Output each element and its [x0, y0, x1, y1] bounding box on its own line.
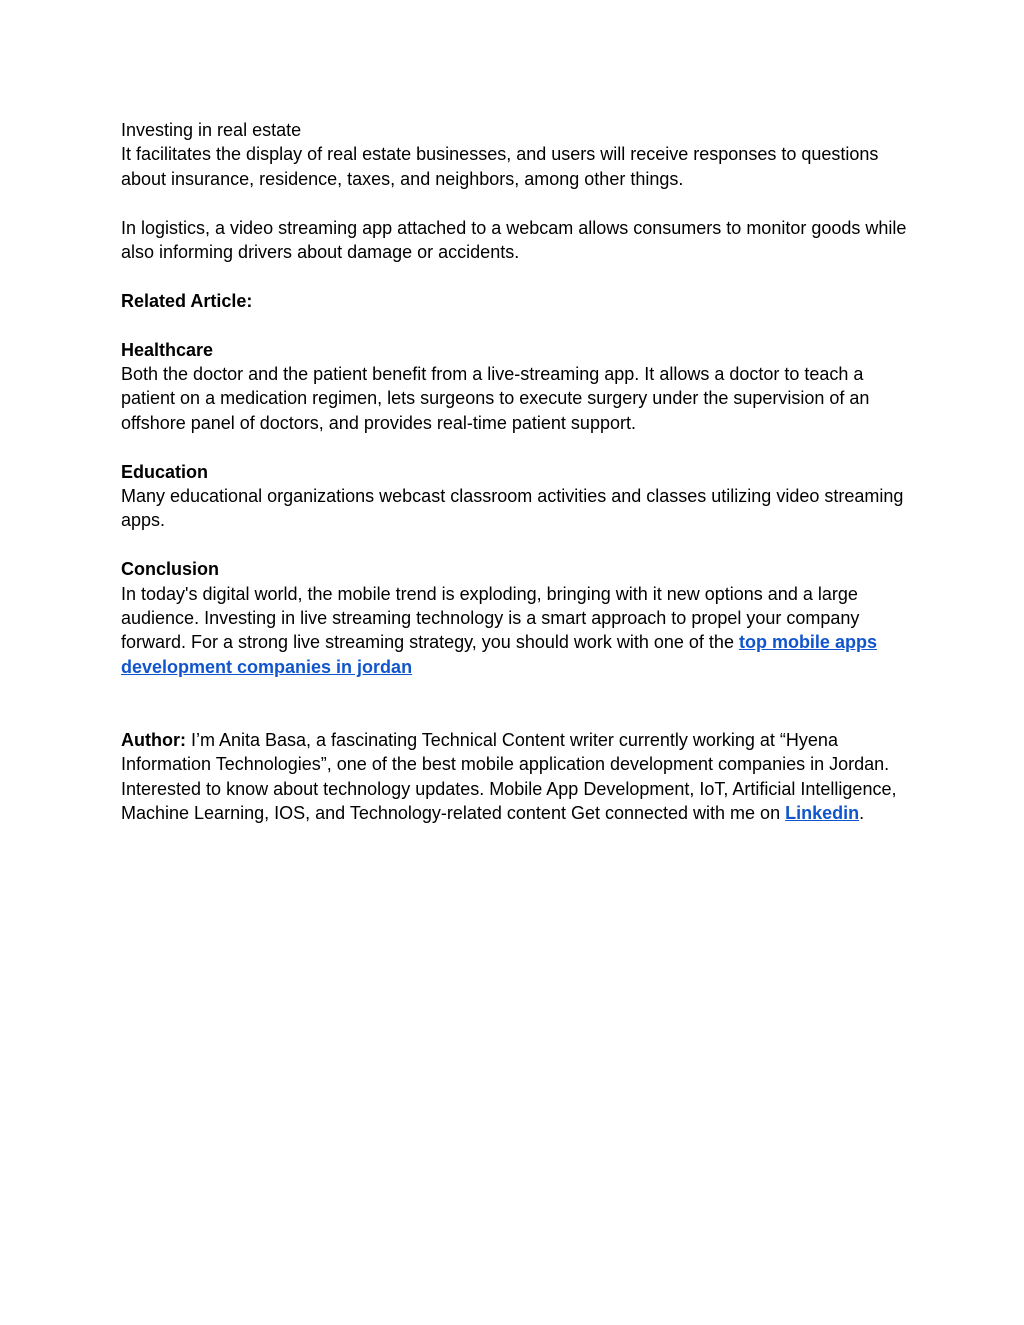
spacer — [121, 264, 911, 288]
author-body: I’m Anita Basa, a fascinating Technical Content writer currently working at “Hyena Information Technologies”, one of the best mobile application development companies in Jordan. Interested to know about technology updates. Mobile App Development, IoT, Artificial Intelligence, Machine Learning, IOS, and Technology-related content Get connected with me on — [121, 730, 897, 824]
education-section — [121, 460, 911, 533]
conclusion-body: In today's digital world, the mobile trend is exploding, bringing with it new options and a large audience. Investing in live streaming technology is a smart approach to propel your company forward. For a strong live streaming strategy, you should work with one of the — [121, 583, 860, 653]
spacer — [121, 533, 911, 557]
conclusion-heading: Conclusion — [121, 559, 219, 580]
spacer — [121, 679, 911, 728]
healthcare-heading: Healthcare — [121, 339, 214, 360]
author-label: Author: — [121, 730, 186, 751]
conclusion-section — [121, 557, 911, 679]
real-estate-section — [121, 118, 911, 191]
real-estate-body: It facilitates the display of real estate businesses, and users will receive responses to questions about insurance, residence, taxes, and neighbors, among other things. — [121, 144, 879, 189]
top-mobile-apps-link[interactable]: top mobile apps development companies in jordan — [121, 632, 877, 677]
spacer — [121, 313, 911, 337]
spacer — [121, 435, 911, 459]
healthcare-body: Both the doctor and the patient benefit from a live-streaming app. It allows a doctor to teach a patient on a medication regimen, lets surgeons to execute surgery under the supervision of an offshore panel of doctors, and provides real-time patient support. — [121, 364, 870, 433]
author-section — [121, 728, 911, 826]
author-trailing-period: . — [859, 803, 865, 824]
logistics-paragraph — [121, 216, 911, 265]
healthcare-section — [121, 338, 911, 436]
logistics-body: In logistics, a video streaming app attached to a webcam allows consumers to monitor goods while also informing drivers about damage or accidents. — [121, 217, 907, 263]
education-body: Many educational organizations webcast classroom activities and classes utilizing video streaming apps. — [121, 486, 904, 531]
spacer — [121, 191, 911, 215]
education-heading: Education — [121, 461, 209, 482]
document-page — [121, 118, 911, 826]
real-estate-heading: Investing in real estate — [121, 120, 302, 140]
linkedin-link[interactable]: Linkedin — [785, 803, 860, 824]
related-article-label: Related Article: — [121, 290, 253, 311]
